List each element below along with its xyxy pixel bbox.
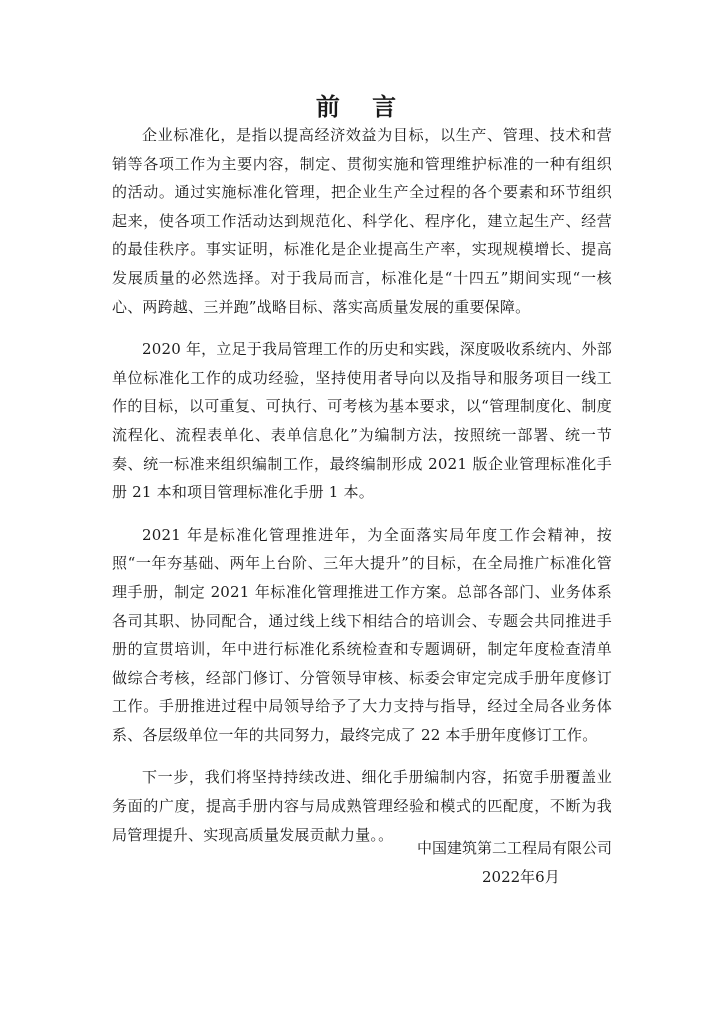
paragraph-3: 2021 年是标准化管理推进年，为全面落实局年度工作会精神，按照“一年夯基础、两年上台阶、三年大提升”的目标，在全局推广标准化管理手册，制定 2021 年标准化管理推进工作方案。总部各部门、业务体系各司其职、协同配合，通过线上线下相结合的培训会、专题会共同推进手册的宣贯培训，年中进行标准化系统检查和专题调研，制定年度检查清单做综合考核，经部门修订、分管领导审核、标委会审定完成手册年度修订工作。手册推进过程中局领导给予了大力支持与指导，经过全局各业务体系、各层级单位一年的共同努力，最终完成了 22 本手册年度修订工作。 [112,525,612,744]
document-body [112,121,612,849]
page-title: 前 言 [315,92,409,121]
paragraph-2: 2020 年，立足于我局管理工作的历史和实践，深度吸收系统内、外部单位标准化工作的成功经验，坚持使用者导向以及指导和服务项目一线工作的目标，以可重复、可执行、可考核为基本要求，以“管理制度化、制度流程化、流程表单化、表单信息化”为编制方法，按照统一部署、统一节奏、统一标准来组织编制工作，最终编制形成 2021 版企业管理标准化手册 21 本和项目管理标准化手册 1 本。 [112,340,612,502]
signature-date: 2022年6月 [482,868,560,886]
paragraph-4: 下一步，我们将坚持持续改进、细化手册编制内容，拓宽手册覆盖业务面的广度，提高手册内容与局成熟管理经验和模式的匹配度，不断为我局管理提升、实现高质量发展贡献力量。。 [112,768,612,844]
paragraph-1: 企业标准化，是指以提高经济效益为目标，以生产、管理、技术和营销等各项工作为主要内容，制定、贯彻实施和管理维护标准的一种有组织的活动。通过实施标准化管理，把企业生产全过程的各个要素和环节组织起来，使各项工作活动达到规范化、科学化、程序化，建立起生产、经营的最佳秩序。事实证明，标准化是企业提高生产率，实现规模增长、提高发展质量的必然选择。对于我局而言，标准化是“十四五”期间实现“一核心、两跨越、三并跑”战略目标、落实高质量发展的重要保障。 [112,126,612,316]
signature-company: 中国建筑第二工程局有限公司 [416,839,612,857]
